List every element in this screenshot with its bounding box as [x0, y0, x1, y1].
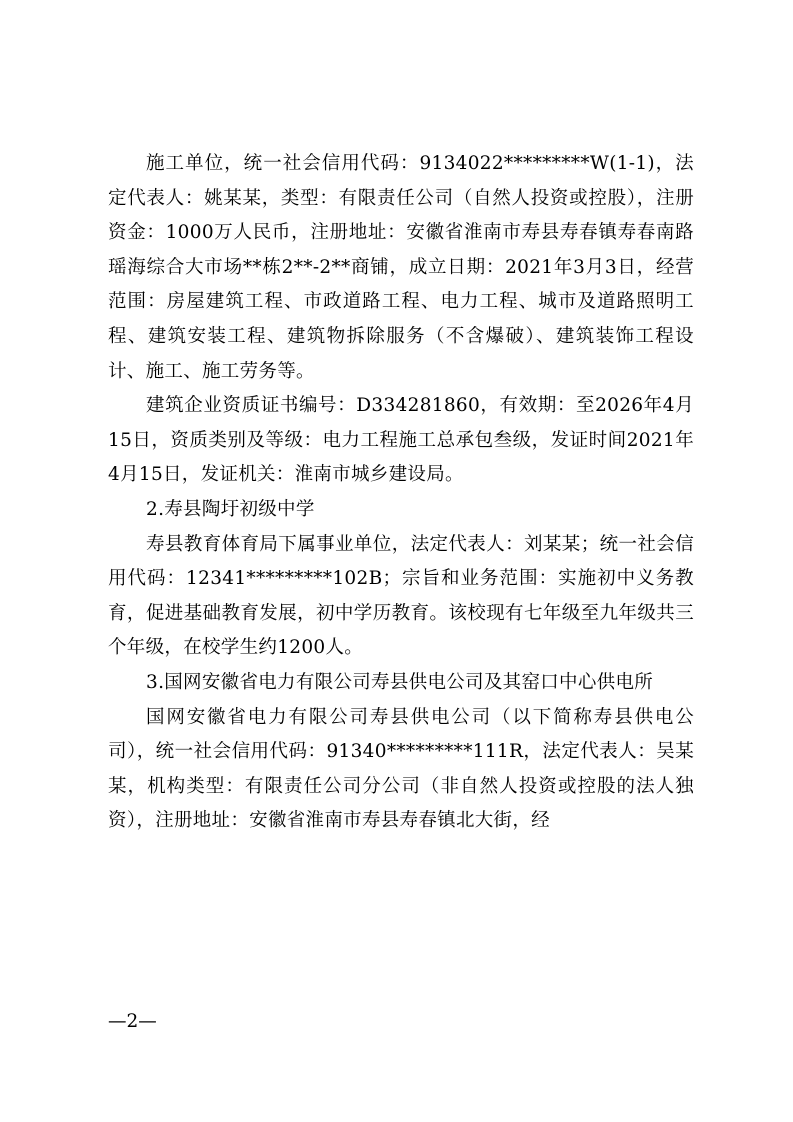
document-body — [108, 147, 694, 839]
section-heading-school: 2.寿县陶圩初级中学 — [146, 498, 315, 520]
paragraph-qualification-certificate: 建筑企业资质证书编号：D334281860，有效期：至2026年4月15日，资质类别及等级：电力工程施工总承包叁级，发证时间2021年4月15日，发证机关：淮南市城乡建设局。 — [108, 395, 694, 486]
paragraph-power-company-info: 国网安徽省电力有限公司寿县供电公司（以下简称寿县供电公司），统一社会信用代码：91340*********111R，法定代表人：吴某某，机构类型：有限责任公司分公司（非自然人投资或控股的法人独资），注册地址：安徽省淮南市寿县寿春镇北大街，经 — [108, 706, 694, 832]
section-heading-power-company: 3.国网安徽省电力有限公司寿县供电公司及其窑口中心供电所 — [146, 671, 654, 693]
page-number: —2— — [108, 1011, 157, 1032]
paragraph-school-info: 寿县教育体育局下属事业单位，法定代表人：刘某某；统一社会信用代码：12341*********102B；宗旨和业务范围：实施初中义务教育，促进基础教育发展，初中学历教育。该校现有七年级至九年级共三个年级，在校学生约1200人。 — [108, 533, 694, 659]
paragraph-construction-unit: 施工单位，统一社会信用代码：9134022*********W(1-1)，法定代表人：姚某某，类型：有限责任公司（自然人投资或控股），注册资金：1000万人民币，注册地址：安徽省淮南市寿县寿春镇寿春南路瑶海综合大市场**栋2**-2**商铺，成立日期：2021年3月3日，经营范围：房屋建筑工程、市政道路工程、电力工程、城市及道路照明工程、建筑安装工程、建筑物拆除服务（不含爆破）、建筑装饰工程设计、施工、施工劳务等。 — [108, 153, 694, 382]
